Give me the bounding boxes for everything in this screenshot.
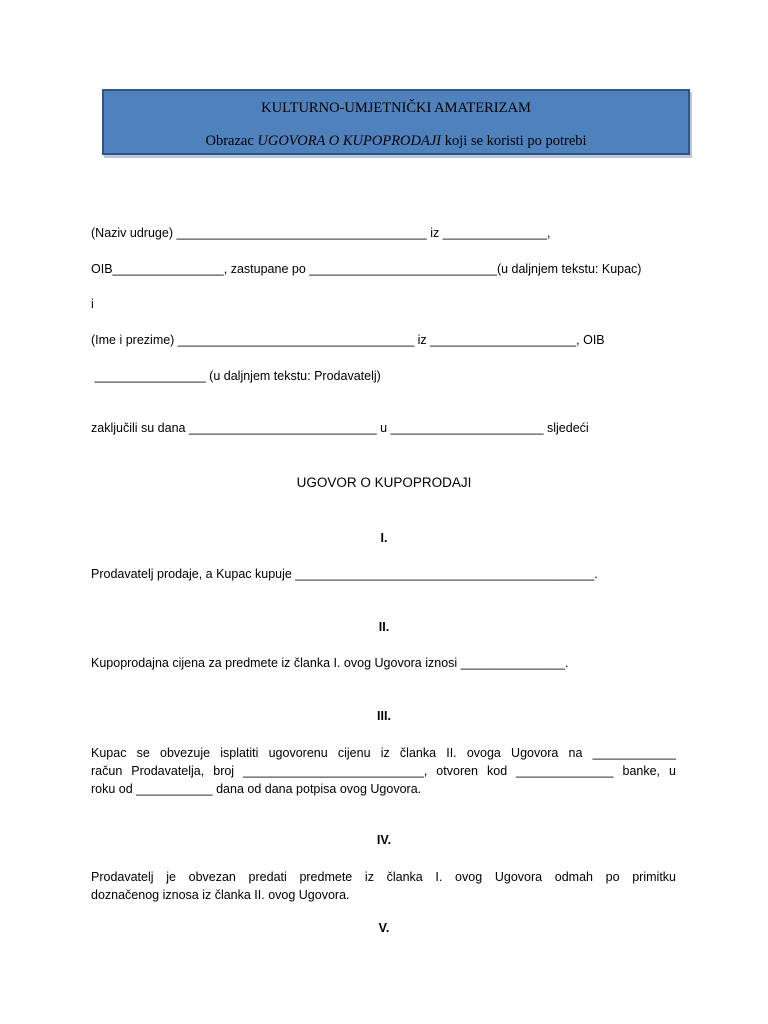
header-title: KULTURNO-UMJETNIČKI AMATERIZAM [261, 100, 531, 116]
article-paragraph [91, 744, 676, 798]
header-banner [102, 89, 690, 155]
party-association-line: (Naziv udruge) ____________________________________ iz _______________, [91, 226, 551, 240]
concluded-line: zaključili su dana ___________________________ u ______________________ sljedeći [91, 421, 589, 435]
article-text: Prodavatelj je obvezan predati predmete iz članka I. ovog Ugovora odmah po primitku [91, 870, 676, 884]
article-paragraph [91, 868, 676, 904]
article-text: Kupac se obvezuje isplatiti ugovorenu cijenu iz članka II. ovoga Ugovora na ____________ [91, 746, 676, 760]
header-subtitle: Obrazac UGOVORA O KUPOPRODAJI koji se koristi po potrebi [205, 133, 587, 149]
article-text: doznačenog iznosa iz članka II. ovog Ugovora. [91, 888, 350, 902]
article-number: I. [380, 531, 388, 545]
article-text: račun Prodavatelja, broj __________________________, otvoren kod ______________ banke, u [91, 764, 676, 778]
article-text: Prodavatelj prodaje, a Kupac kupuje ___________________________________________. [91, 567, 598, 581]
party-seller-oib-line: ________________ (u daljnjem tekstu: Prodavatelj) [91, 369, 381, 383]
party-oib-line: OIB________________, zastupane po ___________________________(u daljnjem tekstu: Kupac) [91, 262, 642, 276]
party-and-line: i [91, 297, 94, 311]
article-number: IV. [376, 833, 392, 847]
article-number: II. [378, 620, 390, 634]
article-number: III. [377, 709, 391, 723]
article-text: Kupoprodajna cijena za predmete iz članka I. ovog Ugovora iznosi _______________. [91, 656, 569, 670]
article-number: V. [378, 921, 390, 935]
contract-title: UGOVOR O KUPOPRODAJI [296, 475, 472, 490]
party-seller-line: (Ime i prezime) __________________________________ iz _____________________, OIB [91, 333, 605, 347]
article-text: roku od ___________ dana od dana potpisa ovog Ugovora. [91, 782, 422, 796]
